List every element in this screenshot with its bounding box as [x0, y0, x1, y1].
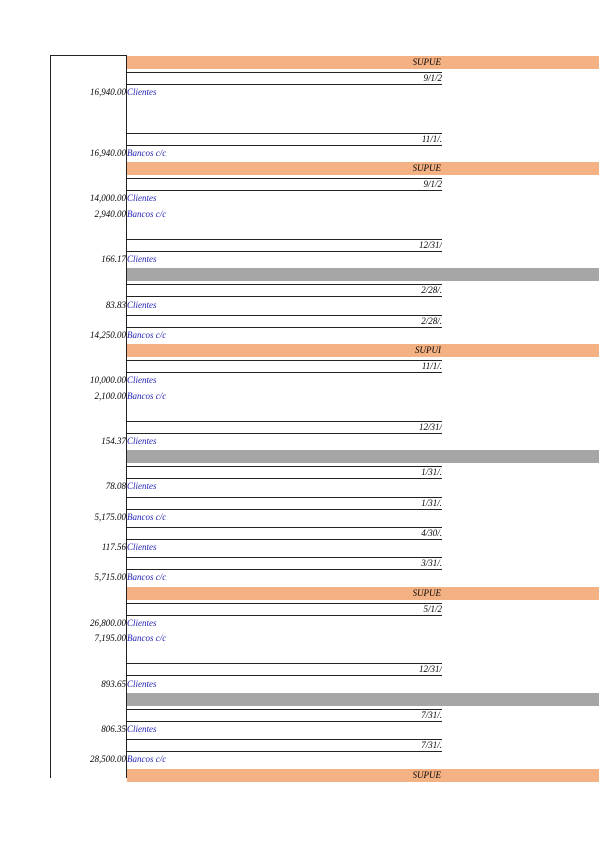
date-text: 7/31/. — [421, 709, 442, 720]
date-top-rule — [127, 315, 442, 316]
date-bottom-rule — [127, 721, 442, 722]
date-top-rule — [127, 497, 442, 498]
left-border-line — [50, 55, 51, 778]
entry-account: Clientes — [127, 436, 157, 446]
date-cell — [127, 710, 442, 721]
section-title: SUPUE — [412, 163, 441, 174]
section-header-band — [127, 344, 599, 357]
entry-account: Clientes — [127, 299, 157, 310]
section-title: SUPUI — [415, 345, 441, 356]
section-header-band — [127, 769, 599, 782]
entry-account: Clientes — [127, 193, 157, 204]
date-cell — [127, 528, 442, 539]
entry-amount: 14,000.00 — [90, 193, 126, 204]
date-bottom-rule — [127, 84, 442, 85]
date-cell — [127, 179, 442, 190]
entry-account: Clientes — [127, 375, 157, 386]
date-cell — [127, 361, 442, 372]
entry-account: Clientes — [127, 678, 157, 689]
date-top-rule — [127, 709, 442, 710]
date-bottom-rule — [127, 433, 442, 434]
entry-amount: 2,100.00 — [94, 390, 126, 401]
entry-account: Bancos c/c — [127, 633, 167, 644]
entry-account: Bancos c/c — [127, 147, 167, 158]
date-text: 12/31/ — [418, 239, 442, 250]
date-top-rule — [127, 239, 442, 240]
date-cell — [127, 740, 442, 751]
entry-account: Clientes — [127, 542, 157, 553]
entry-amount: 2,940.00 — [94, 208, 126, 219]
date-bottom-rule — [127, 539, 442, 540]
date-cell — [127, 604, 442, 615]
date-text: 1/31/. — [421, 497, 442, 508]
gray-section-band — [127, 693, 599, 706]
date-top-rule — [127, 72, 442, 73]
date-bottom-rule — [127, 327, 442, 328]
entry-account: Clientes — [127, 617, 157, 628]
section-title: SUPUE — [412, 57, 441, 67]
date-bottom-rule — [127, 615, 442, 616]
entry-amount: 83.83 — [105, 299, 126, 310]
date-cell — [127, 316, 442, 327]
date-top-rule — [127, 527, 442, 528]
entry-account: Clientes — [127, 481, 157, 492]
entry-amount: 7,195.00 — [94, 633, 126, 644]
entry-account: Bancos c/c — [127, 329, 167, 340]
date-cell — [127, 240, 442, 251]
entry-account: Bancos c/c — [127, 572, 167, 583]
date-bottom-rule — [127, 675, 442, 676]
entry-account: Clientes — [127, 724, 157, 735]
date-bottom-rule — [127, 509, 442, 510]
entry-amount: 28,500.00 — [90, 754, 126, 765]
date-cell — [127, 73, 442, 84]
date-cell — [127, 134, 442, 145]
entry-account: Clientes — [127, 254, 157, 265]
date-top-rule — [127, 603, 442, 604]
gray-section-band — [127, 268, 599, 281]
date-top-rule — [127, 557, 442, 558]
date-text: 4/30/. — [421, 527, 442, 538]
entry-amount: 10,000.00 — [90, 375, 126, 386]
date-cell — [127, 467, 442, 478]
date-text: 11/1/. — [421, 361, 442, 372]
date-top-rule — [127, 284, 442, 285]
date-top-rule — [127, 360, 442, 361]
section-title: SUPUE — [412, 587, 441, 598]
date-text: 12/31/ — [418, 664, 442, 675]
date-top-rule — [127, 466, 442, 467]
date-text: 11/1/. — [421, 133, 442, 144]
date-top-rule — [127, 739, 442, 740]
entry-amount: 5,175.00 — [94, 511, 126, 522]
date-top-rule — [127, 133, 442, 134]
date-text: 12/31/ — [418, 421, 442, 432]
section-title: SUPUE — [412, 769, 441, 780]
entry-amount: 78.08 — [105, 481, 126, 492]
date-cell — [127, 498, 442, 509]
entry-account: Bancos c/c — [127, 511, 167, 522]
date-bottom-rule — [127, 145, 442, 146]
date-bottom-rule — [127, 751, 442, 752]
date-text: 2/28/. — [421, 285, 442, 296]
date-bottom-rule — [127, 372, 442, 373]
date-cell — [127, 422, 442, 433]
date-top-rule — [127, 178, 442, 179]
entry-amount: 893.65 — [101, 678, 126, 689]
date-cell — [127, 664, 442, 675]
date-text: 1/31/. — [421, 467, 442, 478]
gray-section-band — [127, 450, 599, 463]
date-text: 2/28/. — [421, 315, 442, 326]
date-bottom-rule — [127, 569, 442, 570]
entry-amount: 16,940.00 — [90, 147, 126, 158]
top-border-line — [50, 55, 127, 56]
date-text: 9/1/2 — [423, 73, 442, 84]
date-bottom-rule — [127, 190, 442, 191]
date-text: 3/31/. — [421, 558, 442, 569]
entry-account: Bancos c/c — [127, 754, 167, 765]
section-header-band — [127, 56, 599, 69]
date-top-rule — [127, 663, 442, 664]
date-bottom-rule — [127, 478, 442, 479]
entry-account: Clientes — [127, 87, 157, 98]
date-text: 7/31/. — [421, 740, 442, 751]
entry-amount: 5,715.00 — [94, 572, 126, 583]
section-header-band — [127, 162, 599, 175]
date-text: 9/1/2 — [423, 179, 442, 190]
date-text: 5/1/2 — [423, 603, 442, 614]
section-header-band — [127, 587, 599, 600]
entry-amount: 166.17 — [101, 254, 126, 265]
entry-amount: 806.35 — [101, 724, 126, 735]
date-cell — [127, 558, 442, 569]
entry-amount: 14,250.00 — [90, 329, 126, 340]
entry-account: Bancos c/c — [127, 208, 167, 219]
entry-amount: 16,940.00 — [90, 87, 126, 98]
entry-amount: 117.56 — [101, 542, 126, 553]
entry-amount: 26,800.00 — [90, 617, 126, 628]
date-bottom-rule — [127, 296, 442, 297]
entry-amount: 154.37 — [101, 436, 126, 446]
date-bottom-rule — [127, 251, 442, 252]
date-cell — [127, 285, 442, 296]
date-top-rule — [127, 421, 442, 422]
entry-account: Bancos c/c — [127, 390, 167, 401]
